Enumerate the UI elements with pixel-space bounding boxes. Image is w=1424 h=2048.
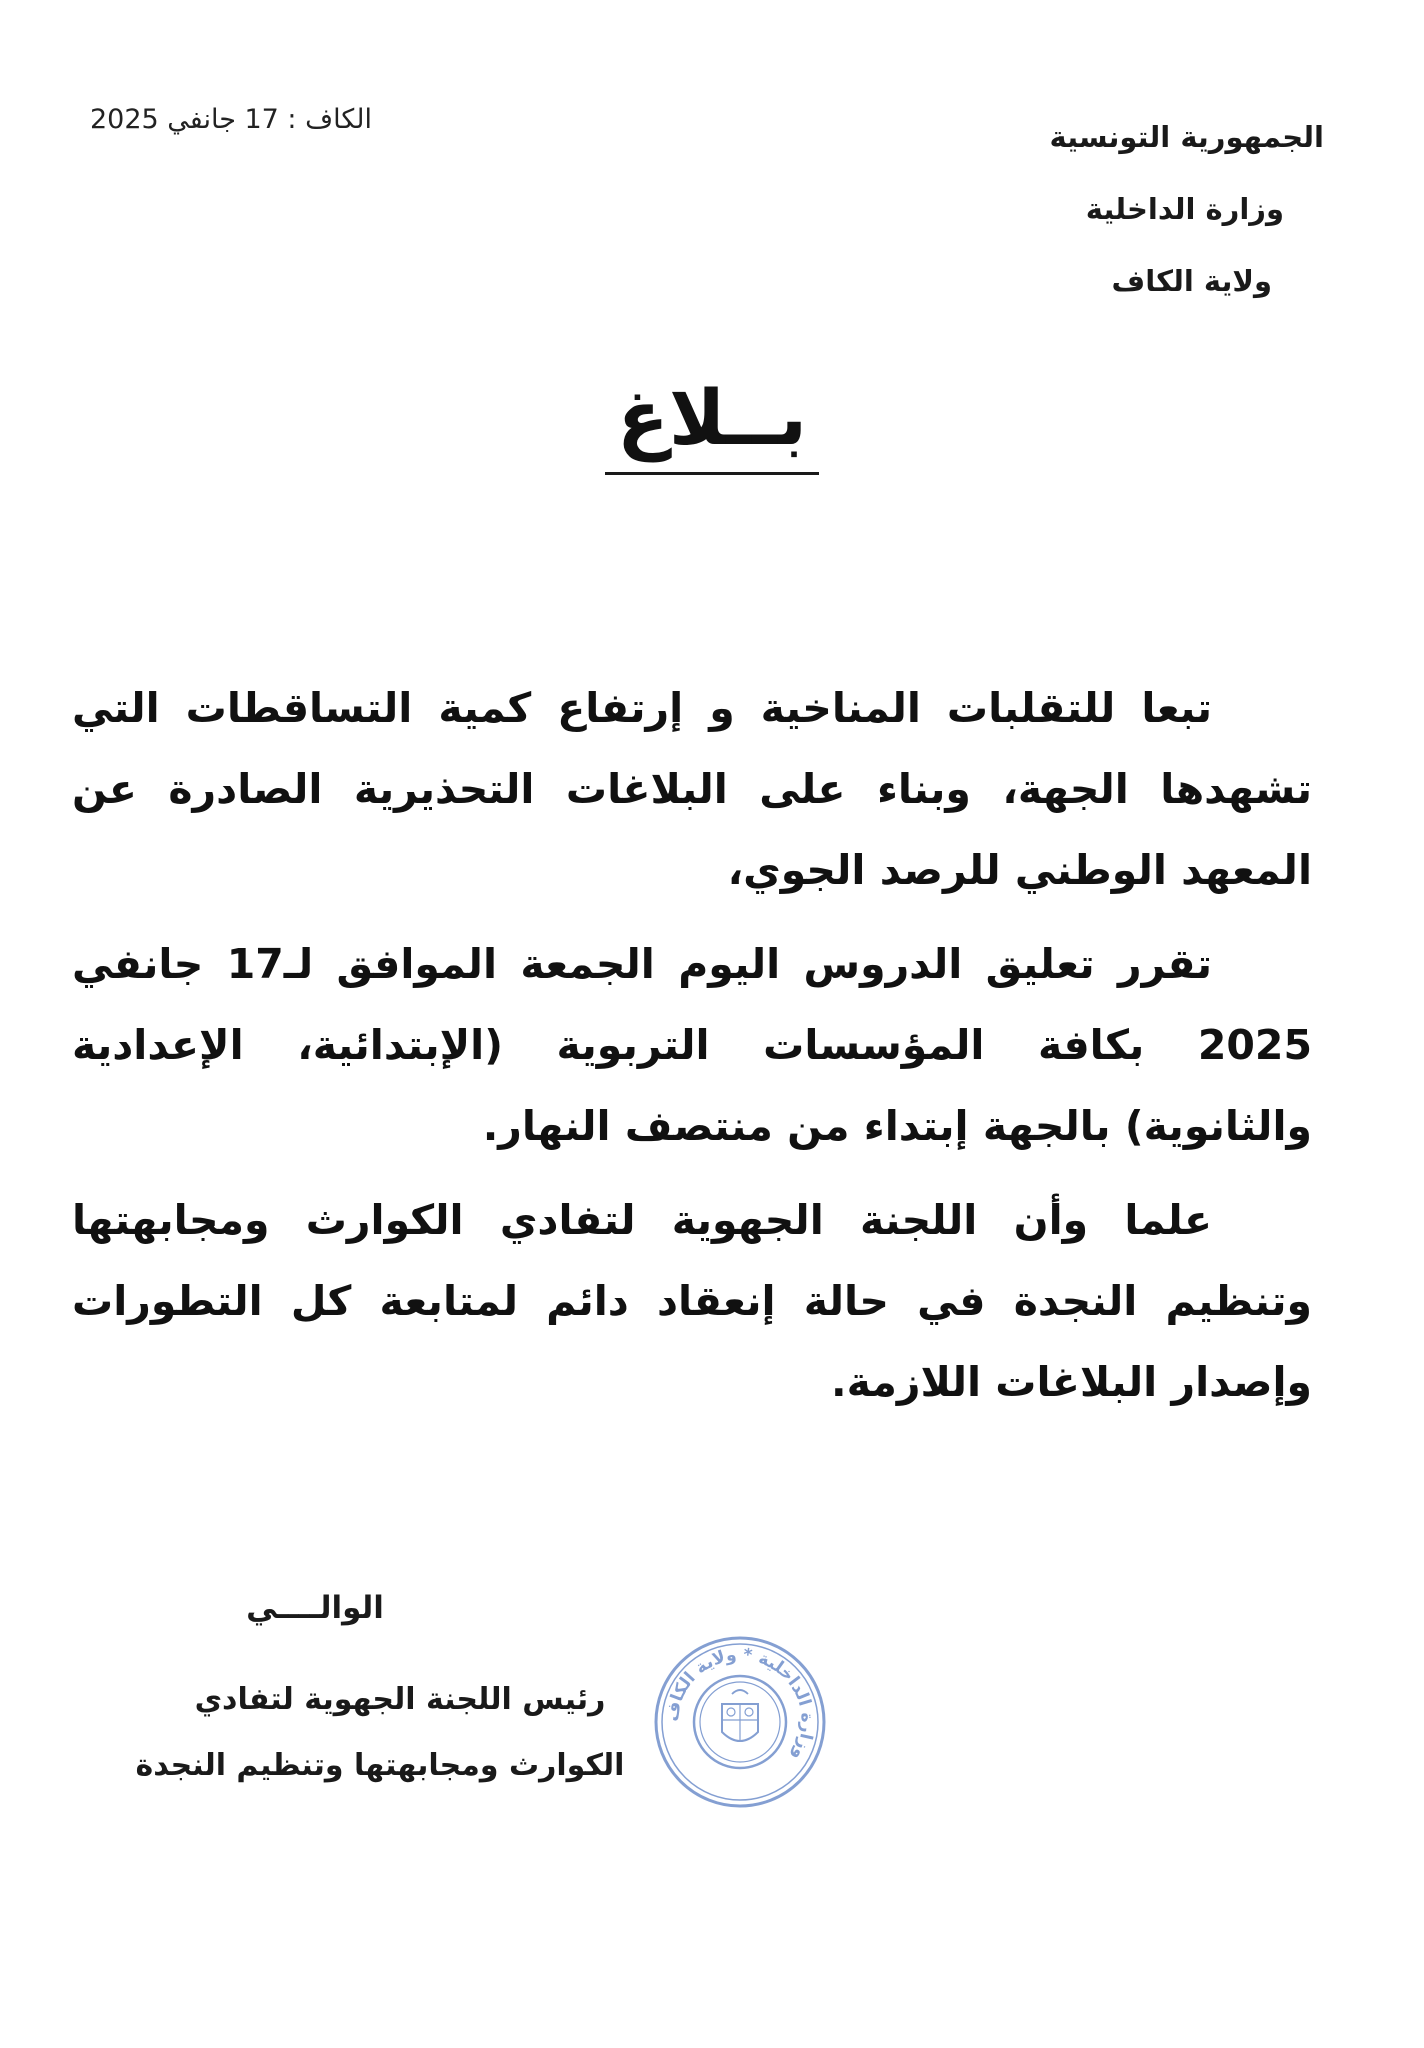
signature-line-1: رئيس اللجنة الجهوية لتفادي	[194, 1682, 606, 1717]
signature-line-2: الكوارث ومجابهتها وتنظيم النجدة	[135, 1748, 625, 1783]
document-title-text: بــلاغ	[605, 368, 819, 475]
official-stamp-icon	[650, 1632, 830, 1812]
letterhead	[904, 118, 1324, 300]
signature-title: الوالــــي	[246, 1590, 384, 1626]
letterhead-ministry: وزارة الداخلية	[1085, 192, 1284, 226]
stamp-text: وزارة الداخلية * ولاية الكاف	[662, 1644, 818, 1765]
paragraph-1: تبعا للتقلبات المناخية و إرتفاع كمية التساقطات التي تشهدها الجهة، وبناء على البلاغات التحذيرية الصادرة عن المعهد الوطني للرصد الجوي،	[72, 684, 1312, 894]
letterhead-governorate: ولاية الكاف	[1111, 264, 1272, 298]
document-title	[0, 368, 1424, 475]
signature-block	[120, 1588, 640, 1786]
document-date: الكاف : 17 جانفي 2025	[90, 104, 372, 135]
paragraph-2: تقرر تعليق الدروس اليوم الجمعة الموافق لـ17 جانفي 2025 بكافة المؤسسات التربوية (الإبتدائية، الإعدادية والثانوية) بالجهة إبتداء من منتصف النهار.	[72, 940, 1312, 1150]
paragraph-3: علما وأن اللجنة الجهوية لتفادي الكوارث ومجابهتها وتنظيم النجدة في حالة إنعقاد دائم لمتابعة كل التطورات وإصدار البلاغات اللازمة.	[72, 1196, 1312, 1406]
letterhead-republic: الجمهورية التونسية	[1049, 120, 1324, 154]
